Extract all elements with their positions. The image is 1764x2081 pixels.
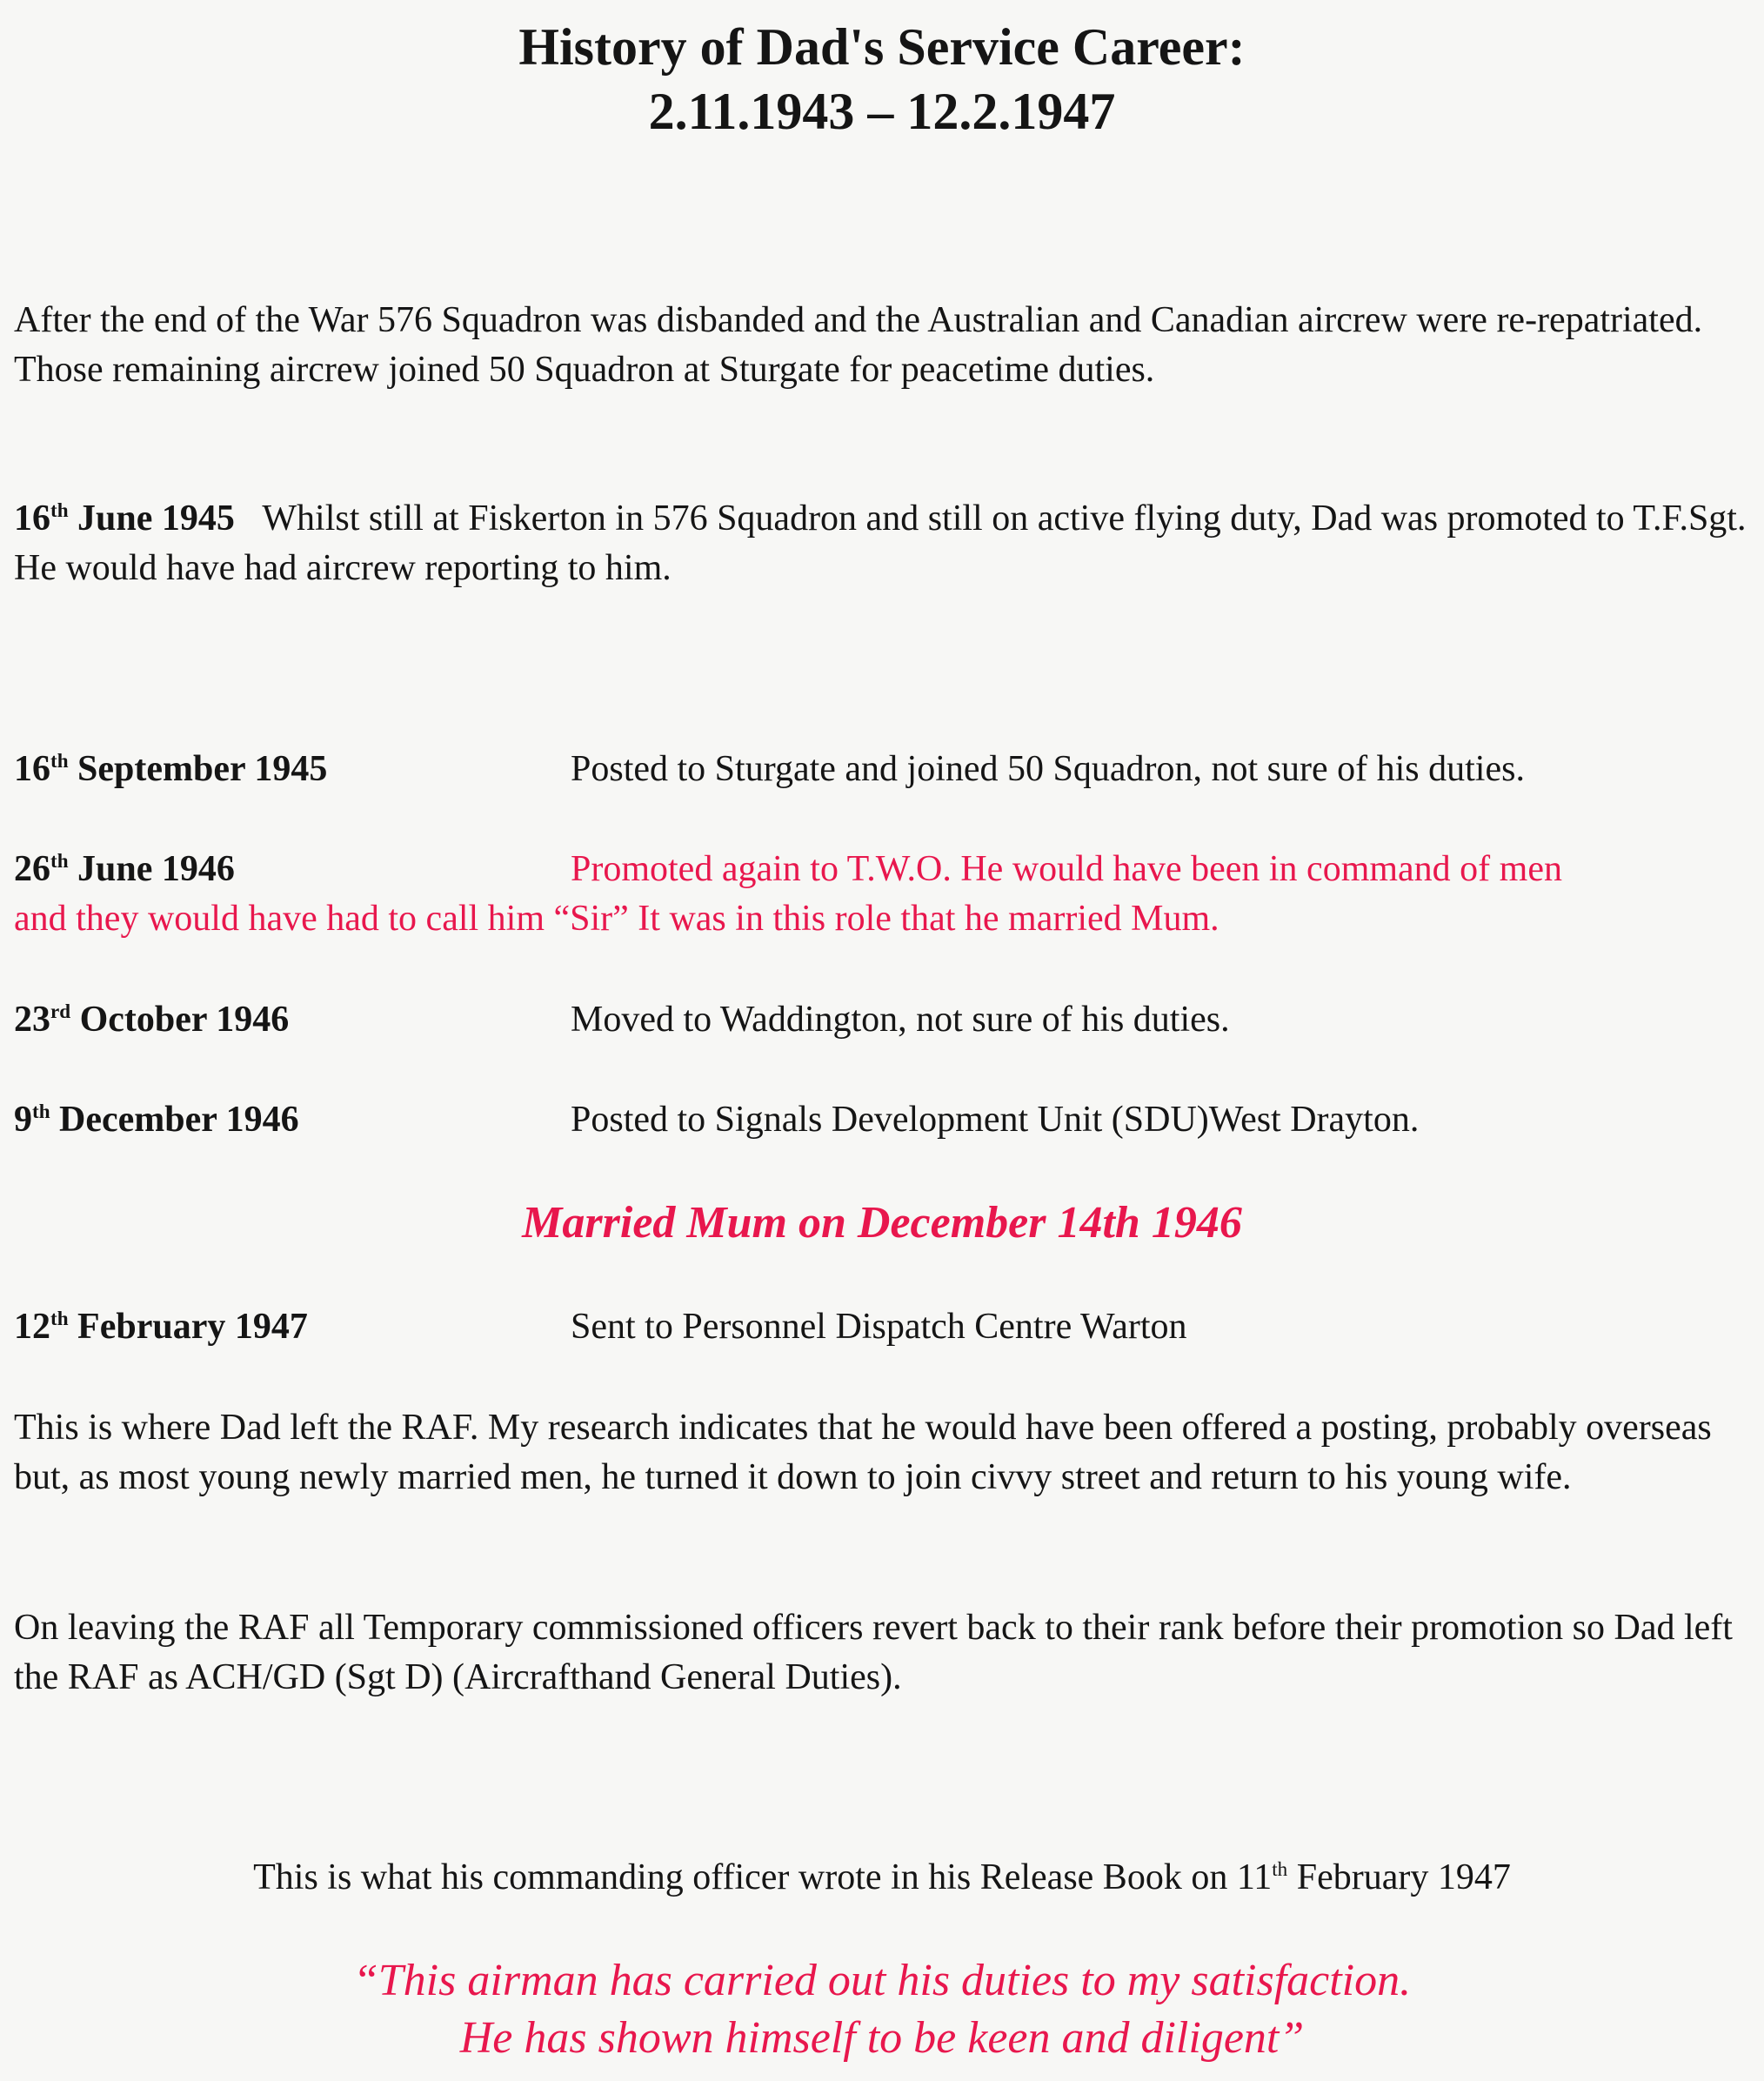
release-book-intro: This is what his commanding officer wrote in his Release Book on 11th February 1947	[253, 1857, 1511, 1897]
entry-text-jun-1946-cont: and they would have had to call him “Sir” It was in this role that he married Mum.	[14, 899, 1219, 939]
reverted-rank-paragraph: On leaving the RAF all Temporary commissioned officers revert back to their rank before their promotion so Dad left the RAF as ACH/GD (Sgt D) (Aircrafthand General Duties).	[14, 1608, 1733, 1697]
entry-text-sep-1945: Posted to Sturgate and joined 50 Squadron, not sure of his duties.	[571, 749, 1525, 789]
entry-text-jun-1946: Promoted again to T.W.O. He would have been in command of men	[571, 849, 1562, 889]
entry-text: Whilst still at Fiskerton in 576 Squadron and still on active flying duty, Dad was promoted to T.F.Sgt. He would have had aircrew reporting to him.	[14, 499, 1747, 588]
entry-june-1945	[14, 494, 1749, 593]
married-heading: Married Mum on December 14th 1946	[522, 1198, 1242, 1248]
commanding-officer-quote-line1: “This airman has carried out his duties to my satisfaction.	[352, 1956, 1412, 2005]
intro-paragraph: After the end of the War 576 Squadron was disbanded and the Australian and Canadian aircrew were re-repatriated. Those remaining aircrew joined 50 Squadron at Sturgate for peacetime duties.	[14, 300, 1703, 390]
left-raf-paragraph: This is where Dad left the RAF. My research indicates that he would have been offered a posting, probably overseas but, as most young newly married men, he turned it down to join civvy street and return to his young wife.	[14, 1408, 1712, 1497]
entry-text-oct-1946: Moved to Waddington, not sure of his duties.	[571, 1000, 1230, 1040]
entry-date: 16th June 1945	[14, 499, 235, 539]
entry-date-feb-1947: 12th February 1947	[14, 1307, 308, 1347]
commanding-officer-quote-line2: He has shown himself to be keen and diligent”	[459, 2013, 1305, 2063]
entry-date-oct-1946: 23rd October 1946	[14, 1000, 290, 1040]
entry-date-jun-1946: 26th June 1946	[14, 849, 235, 889]
entry-text-dec-1946: Posted to Signals Development Unit (SDU)West Drayton.	[571, 1100, 1420, 1140]
entry-text-feb-1947: Sent to Personnel Dispatch Centre Warton	[571, 1307, 1187, 1347]
page-title: History of Dad's Service Career:	[518, 18, 1246, 76]
page-subtitle-dates: 2.11.1943 – 12.2.1947	[648, 83, 1116, 140]
entry-date-sep-1945: 16th September 1945	[14, 749, 328, 789]
entry-date-dec-1946: 9th December 1946	[14, 1100, 299, 1140]
